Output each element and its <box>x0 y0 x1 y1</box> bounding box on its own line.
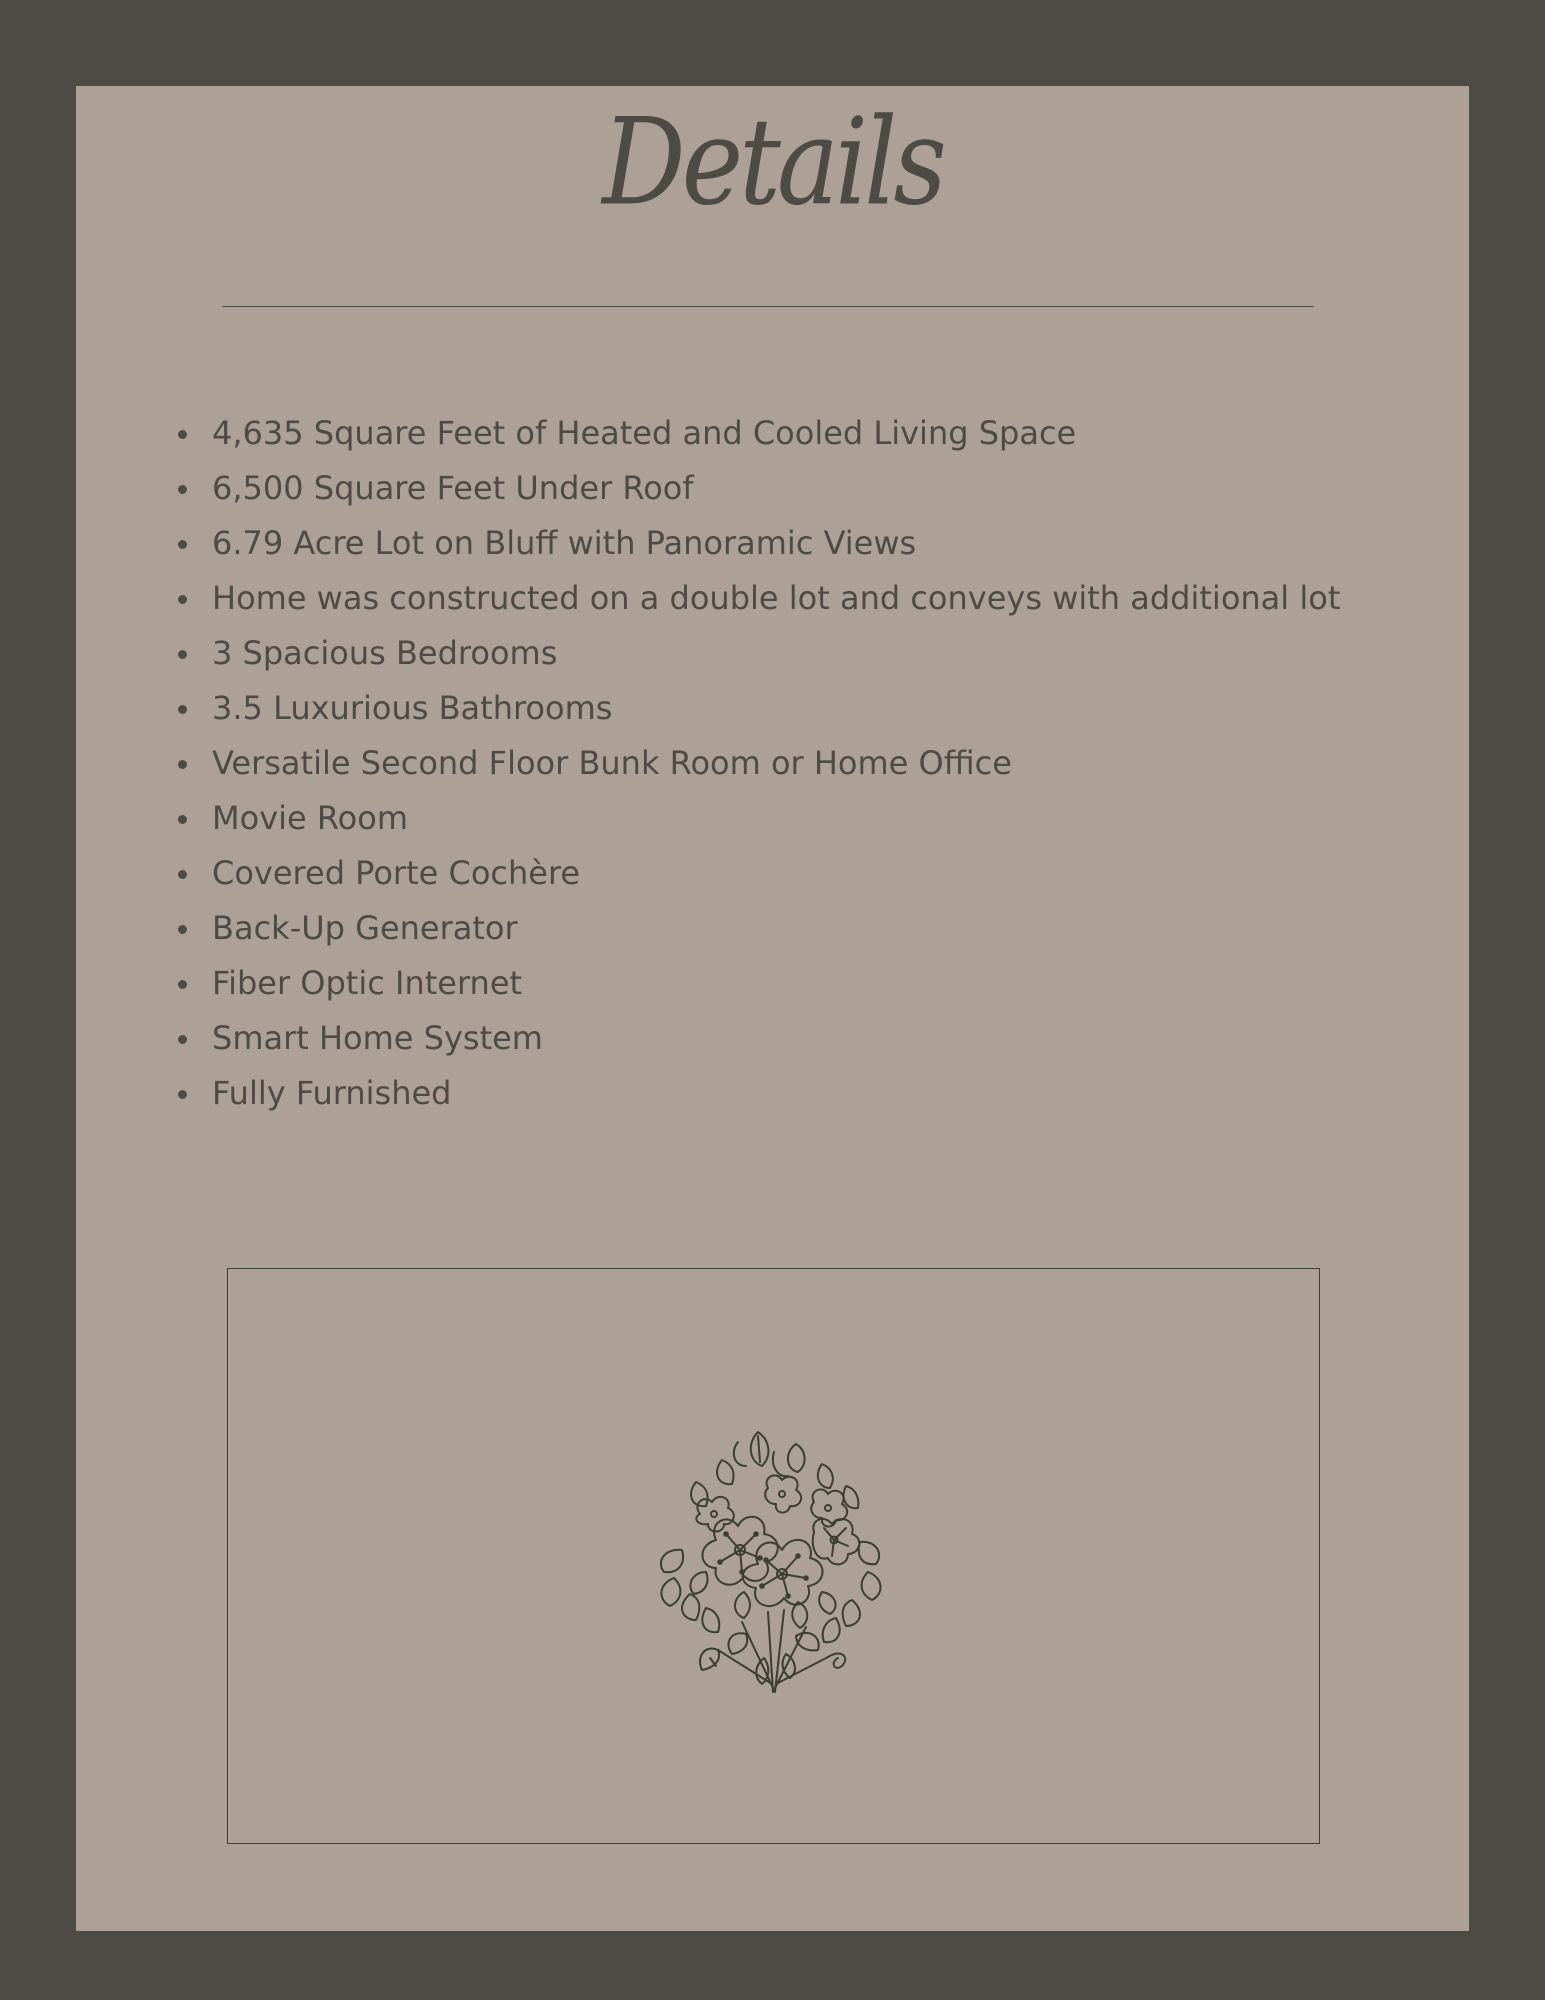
list-item: 3 Spacious Bedrooms <box>172 626 1340 681</box>
list-item: Fully Furnished <box>172 1066 1340 1121</box>
list-item: Covered Porte Cochère <box>172 846 1340 901</box>
list-item: Back-Up Generator <box>172 901 1340 956</box>
title-divider <box>222 306 1314 307</box>
list-item: Home was constructed on a double lot and conveys with additional lot <box>172 571 1340 626</box>
list-item: Fiber Optic Internet <box>172 956 1340 1011</box>
list-item: Versatile Second Floor Bunk Room or Home Office <box>172 736 1340 791</box>
list-item: 6,500 Square Feet Under Roof <box>172 461 1340 516</box>
list-item: Movie Room <box>172 791 1340 846</box>
list-item: 6.79 Acre Lot on Bluff with Panoramic Views <box>172 516 1340 571</box>
list-item: 4,635 Square Feet of Heated and Cooled Living Space <box>172 406 1340 461</box>
list-item: Smart Home System <box>172 1011 1340 1066</box>
page-title: Details <box>602 91 943 233</box>
flower-bouquet-icon <box>646 1422 896 1696</box>
list-item: 3.5 Luxurious Bathrooms <box>172 681 1340 736</box>
feature-list <box>172 406 1340 1121</box>
